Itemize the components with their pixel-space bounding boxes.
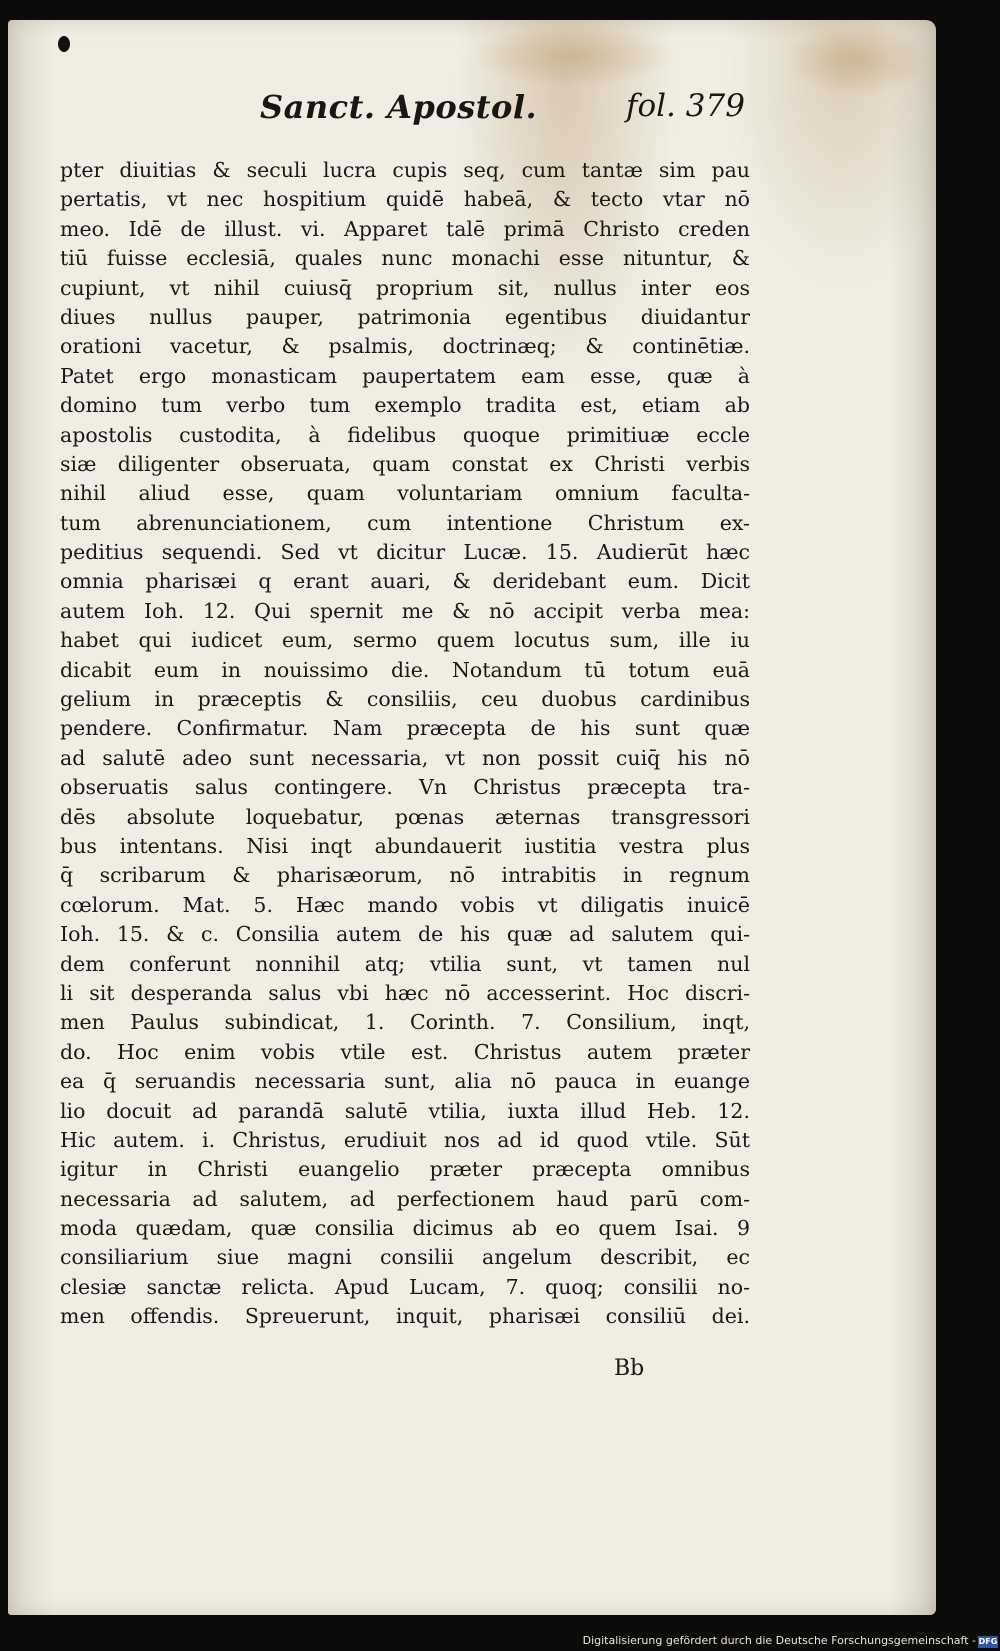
text-line: pendere. Confirmatur. Nam præcepta de his sunt quæ [60,716,750,741]
text-line: domino tum verbo tum exemplo tradita est, etiam ab [60,393,750,418]
book-page [8,20,936,1615]
text-line: diues nullus pauper, patrimonia egentibus diuidantur [60,304,750,329]
text-line: pertatis, vt nec hospitium quidē habeā, & tecto vtar nō [60,187,750,212]
text-line: tiū fuisse ecclesiā, quales nunc monachi esse nituntur, & [60,246,750,271]
text-line: ea q̄ seruandis necessaria sunt, alia nō pauca in euange [60,1069,750,1094]
text-line: igitur in Christi euangelio præter præcepta omnibus [60,1157,750,1182]
text-line: gelium in præceptis & consiliis, ceu duobus cardinibus [60,687,750,712]
text-line: dicabit eum in nouissimo die. Notandum tū totum euā [60,657,750,682]
text-line: necessaria ad salutem, ad perfectionem haud parū com- [60,1186,750,1211]
text-line: men Paulus subindicat, 1. Corinth. 7. Consilium, inqt, [60,1010,750,1035]
text-line: q̄ scribarum & pharisæorum, nō intrabitis in regnum [60,863,750,888]
text-line: do. Hoc enim vobis vtile est. Christus autem præter [60,1039,750,1064]
text-line: consiliarium siue magni consilii angelum describit, ec [60,1245,750,1270]
text-block [60,156,750,1332]
text-line: nihil aliud esse, quam voluntariam omnium faculta- [60,481,750,506]
text-line: habet qui iudicet eum, sermo quem locutus sum, ille iu [60,628,750,653]
folio-number: fol. 379 [626,88,745,124]
text-line: siæ diligenter obseruata, quam constat ex Christi verbis [60,451,750,476]
page-header [8,88,936,138]
text-line: li sit desperanda salus vbi hæc nō accesserint. Hoc discri- [60,980,750,1005]
text-line: bus intentans. Nisi inqt abundauerit iustitia vestra plus [60,833,750,858]
text-line: pter diuitias & seculi lucra cupis seq, cum tantæ sim pau [60,158,750,182]
text-line: obseruatis salus contingere. Vn Christus præcepta tra- [60,775,750,800]
text-line: ad salutē adeo sunt necessaria, vt non possit cuiq̄ his nō [60,745,750,770]
text-line: cupiunt, vt nihil cuiusq̄ proprium sit, nullus inter eos [60,275,750,300]
text-line: peditius sequendi. Sed vt dicitur Lucæ. 15. Audierūt hæc [60,540,750,565]
water-stain [473,26,673,86]
text-line: Hic autem. i. Christus, erudiuit nos ad id quod vtile. Sūt [60,1127,750,1152]
text-line: cœlorum. Mat. 5. Hæc mando vobis vt diligatis inuicē [60,892,750,917]
text-line: Patet ergo monasticam paupertatem eam esse, quæ à [60,363,750,388]
text-line: orationi vacetur, & psalmis, doctrinæq; & continētiæ. [60,334,750,359]
text-line: omnia pharisæi q erant auari, & deridebant eum. Dicit [60,569,750,594]
credit-bar [0,1631,1000,1651]
text-line: clesiæ sanctæ relicta. Apud Lucam, 7. quoq; consilii no- [60,1274,750,1299]
ink-blot [58,36,70,52]
text-line: lio docuit ad parandā salutē vtilia, iuxta illud Heb. 12. [60,1098,750,1123]
text-line: moda quædam, quæ consilia dicimus ab eo quem Isai. 9 [60,1216,750,1241]
text-line: autem Ioh. 12. Qui spernit me & nō accipit verba mea: [60,598,750,623]
signature-mark: Bb [614,1356,645,1381]
text-line: apostolis custodita, à fidelibus quoque primitiuæ eccle [60,422,750,447]
dfg-logo: DFG [978,1637,998,1646]
funding-credit: Digitalisierung gefördert durch die Deutsche Forschungsgemeinschaft - [582,1634,976,1647]
water-stain [788,24,928,94]
text-line: tum abrenunciationem, cum intentione Christum ex- [60,510,750,535]
text-line: meo. Idē de illust. vi. Apparet talē primā Christo creden [60,216,750,241]
text-line: dem conferunt nonnihil atq; vtilia sunt, vt tamen nul [60,951,750,976]
text-line: Ioh. 15. & c. Consilia autem de his quæ ad salutem qui- [60,922,750,947]
text-line: men offendis. Spreuerunt, inquit, pharisæi consiliū dei. [60,1304,750,1329]
running-head: Sanct. Apostol. [260,88,538,126]
text-line: dēs absolute loquebatur, pœnas æternas transgressori [60,804,750,829]
